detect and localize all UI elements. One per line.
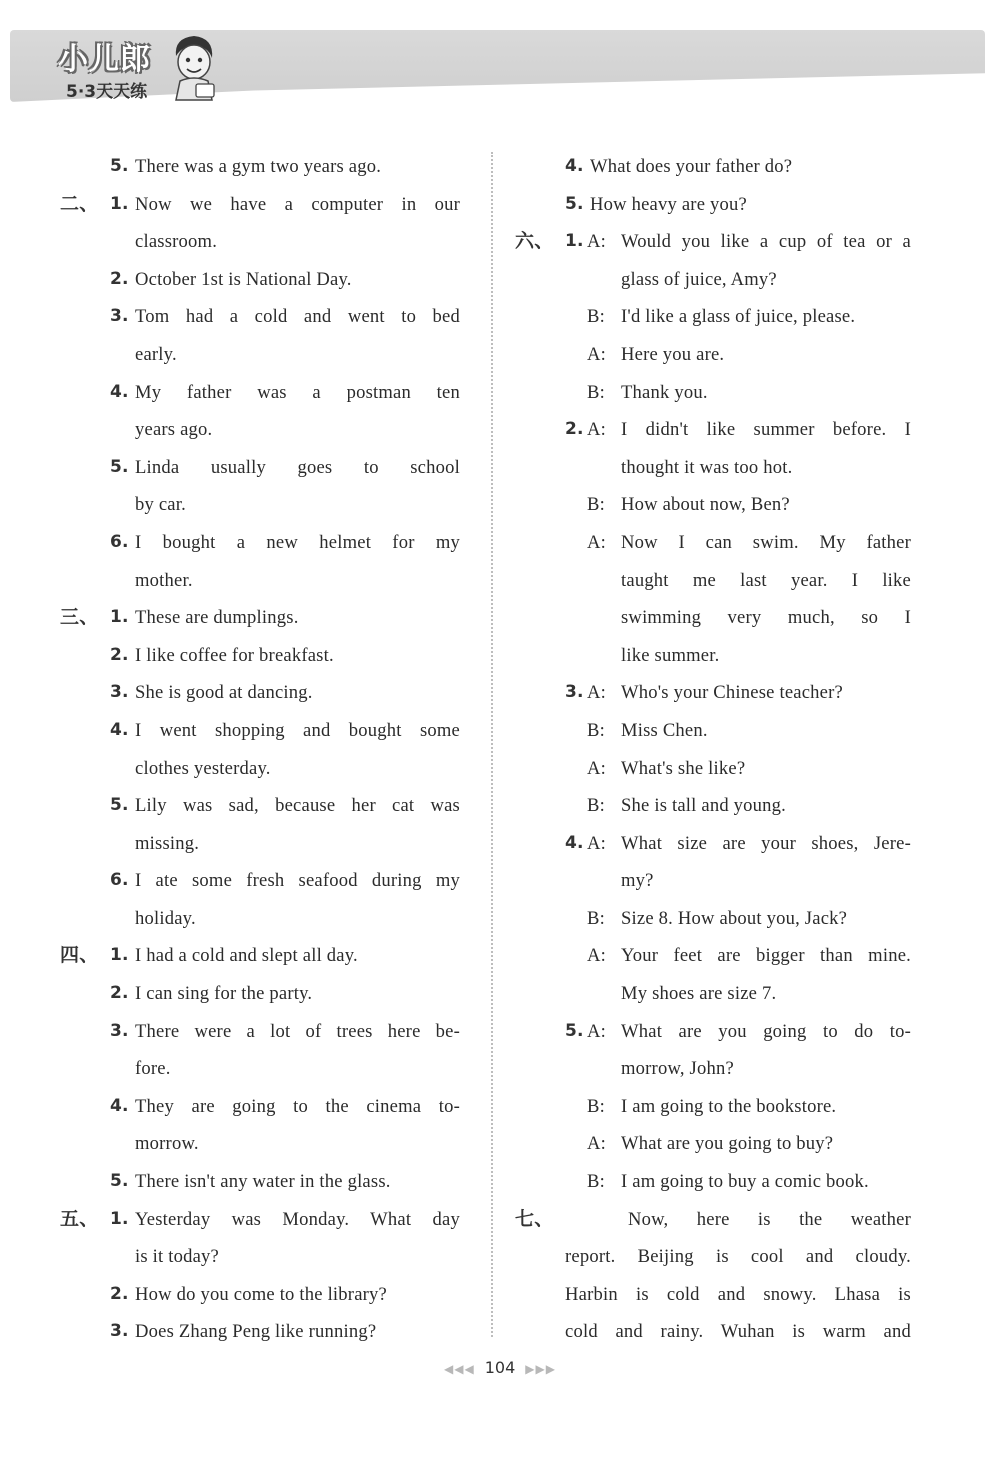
item-number: 5. <box>110 456 129 477</box>
answer-text: swimming very much, so I <box>621 607 911 629</box>
answer-line <box>515 750 915 788</box>
item-number: 5. <box>565 193 584 214</box>
answer-line <box>515 712 915 750</box>
speaker-label: A: <box>587 757 606 779</box>
answer-line <box>60 486 465 524</box>
answer-line <box>515 186 915 224</box>
answer-line <box>60 787 465 825</box>
answer-text: Here you are. <box>621 343 725 365</box>
answer-line <box>515 411 915 449</box>
answer-line <box>60 524 465 562</box>
speaker-label: B: <box>587 1095 605 1117</box>
answer-line <box>515 1276 915 1314</box>
section-marker: 七、 <box>515 1207 554 1230</box>
answer-text: I went shopping and bought some <box>135 719 460 741</box>
speaker-label: B: <box>587 381 605 403</box>
answer-line <box>515 298 915 336</box>
answer-line <box>60 1125 465 1163</box>
answer-text: How heavy are you? <box>590 193 747 215</box>
item-number: 1. <box>110 945 129 966</box>
answer-text: Yesterday was Monday. What day <box>135 1208 460 1230</box>
item-number: 6. <box>110 870 129 891</box>
next-arrows-icon: ▶▶▶ <box>525 1362 556 1376</box>
answer-text: I can sing for the party. <box>135 983 313 1005</box>
answer-text: How do you come to the library? <box>135 1283 387 1305</box>
speaker-label: B: <box>587 1171 605 1193</box>
answer-line <box>60 900 465 938</box>
speaker-label: A: <box>587 1133 606 1155</box>
answer-line <box>515 1238 915 1276</box>
answer-text: I ate some fresh seafood during my <box>135 870 460 892</box>
answer-text: cold and rainy. Wuhan is warm and <box>565 1321 911 1343</box>
answer-line <box>60 825 465 863</box>
answer-line <box>60 1201 465 1239</box>
item-number: 4. <box>110 719 129 740</box>
item-number: 2. <box>110 983 129 1004</box>
speaker-label: A: <box>587 419 606 441</box>
answer-line <box>60 1313 465 1351</box>
answer-text: October 1st is National Day. <box>135 268 352 290</box>
answer-text: Now I can swim. My father <box>621 531 911 553</box>
answer-line <box>60 862 465 900</box>
logo-title: 小儿郎 <box>58 42 151 77</box>
answer-line <box>515 148 915 186</box>
answer-text: I am going to the bookstore. <box>621 1095 837 1117</box>
item-number: 3. <box>110 1020 129 1041</box>
answer-text: Tom had a cold and went to bed <box>135 306 460 328</box>
answer-line <box>515 1050 915 1088</box>
answer-line <box>60 975 465 1013</box>
item-number: 5. <box>110 795 129 816</box>
item-number: 3. <box>110 1321 129 1342</box>
answer-line <box>515 261 915 299</box>
item-number: 4. <box>565 156 584 176</box>
answer-line <box>515 1088 915 1126</box>
answer-text: There was a gym two years ago. <box>135 156 382 177</box>
speaker-label: B: <box>587 306 605 328</box>
answer-text: Would you like a cup of tea or a <box>621 231 911 253</box>
answer-line <box>60 1238 465 1276</box>
page-footer <box>0 1358 1000 1377</box>
answer-line <box>60 411 465 449</box>
answer-line <box>60 750 465 788</box>
answer-line <box>60 336 465 374</box>
answer-line <box>60 261 465 299</box>
item-number: 5. <box>110 156 129 176</box>
answer-line <box>515 486 915 524</box>
answer-line <box>515 900 915 938</box>
answer-line <box>60 1050 465 1088</box>
answer-text: by car. <box>135 494 186 516</box>
section-marker: 四、 <box>60 944 99 967</box>
page-number: 104 <box>484 1358 516 1377</box>
answer-line <box>60 637 465 675</box>
answer-line <box>515 599 915 637</box>
answer-text: My father was a postman ten <box>135 381 460 403</box>
speaker-label: A: <box>587 343 606 365</box>
answer-text: Now we have a computer in our <box>135 193 460 215</box>
answer-text: They are going to the cinema to- <box>135 1095 460 1117</box>
answer-line <box>515 975 915 1013</box>
answer-text: I am going to buy a comic book. <box>621 1171 869 1193</box>
answer-line <box>515 862 915 900</box>
item-number: 2. <box>110 268 129 289</box>
item-number: 5. <box>565 1020 584 1041</box>
item-number: 4. <box>110 381 129 402</box>
answer-line <box>60 1276 465 1314</box>
answer-text: What size are your shoes, Jere- <box>621 832 911 854</box>
item-number: 1. <box>565 231 584 252</box>
answer-text: How about now, Ben? <box>621 494 790 516</box>
prev-arrows-icon: ◀◀◀ <box>444 1362 475 1376</box>
item-number: 6. <box>110 531 129 552</box>
item-number: 2. <box>110 1283 129 1304</box>
item-number: 3. <box>565 682 584 703</box>
answer-text: Harbin is cold and snowy. Lhasa is <box>565 1283 911 1305</box>
answer-text: There were a lot of trees here be- <box>135 1020 460 1042</box>
speaker-label: B: <box>587 494 605 516</box>
answer-line <box>60 562 465 600</box>
item-number: 4. <box>565 832 584 853</box>
speaker-label: A: <box>587 945 606 967</box>
answer-text: I had a cold and slept all day. <box>135 945 358 967</box>
speaker-label: A: <box>587 531 606 553</box>
speaker-label: A: <box>587 832 606 854</box>
answer-text: mother. <box>135 569 193 591</box>
header-band <box>10 30 985 102</box>
answer-text: What's she like? <box>621 757 746 779</box>
answers-left-column <box>60 148 465 1351</box>
answer-line <box>515 223 915 261</box>
answer-line <box>515 336 915 374</box>
answer-line <box>515 562 915 600</box>
section-marker: 六、 <box>515 230 554 253</box>
answer-text: missing. <box>135 832 200 854</box>
answer-text: clothes yesterday. <box>135 757 271 779</box>
item-number: 3. <box>110 682 129 703</box>
answers-right-column <box>515 148 915 1351</box>
answer-text: Your feet are bigger than mine. <box>621 945 911 967</box>
answer-line <box>515 937 915 975</box>
answer-text: I bought a new helmet for my <box>135 531 460 553</box>
answer-line <box>515 674 915 712</box>
answer-line <box>60 674 465 712</box>
answer-text: What are you going to do to- <box>621 1020 911 1042</box>
answer-text: These are dumplings. <box>135 607 299 629</box>
item-number: 1. <box>110 193 129 214</box>
section-marker: 三、 <box>60 606 99 629</box>
answer-text: thought it was too hot. <box>621 456 793 478</box>
answer-text: Does Zhang Peng like running? <box>135 1321 377 1343</box>
answer-text: classroom. <box>135 231 218 253</box>
answer-line <box>60 1163 465 1201</box>
answer-text: What are you going to buy? <box>621 1133 834 1155</box>
answer-line <box>60 599 465 637</box>
answer-line <box>515 787 915 825</box>
boy-mascot-icon <box>168 32 220 102</box>
answer-line <box>515 637 915 675</box>
answer-text: glass of juice, Amy? <box>621 268 777 290</box>
answer-line <box>515 449 915 487</box>
answer-text: morrow. <box>135 1133 199 1155</box>
answer-text: Thank you. <box>621 381 708 403</box>
answer-line <box>60 449 465 487</box>
answer-line <box>60 298 465 336</box>
answer-text: taught me last year. I like <box>621 569 911 591</box>
answer-line <box>515 1201 915 1239</box>
answer-line <box>60 148 465 186</box>
answer-line <box>515 374 915 412</box>
item-number: 1. <box>110 607 129 628</box>
answer-line <box>60 937 465 975</box>
answer-line <box>515 1013 915 1051</box>
item-number: 5. <box>110 1171 129 1192</box>
answer-line <box>515 825 915 863</box>
column-divider <box>491 152 493 1337</box>
answer-line <box>515 1125 915 1163</box>
speaker-label: A: <box>587 231 606 253</box>
answer-text: Miss Chen. <box>621 719 708 741</box>
item-number: 4. <box>110 1095 129 1116</box>
item-number: 3. <box>110 306 129 327</box>
answer-line <box>60 712 465 750</box>
answer-text: Who's your Chinese teacher? <box>621 682 843 704</box>
answer-text: My shoes are size 7. <box>621 983 777 1005</box>
item-number: 2. <box>565 419 584 440</box>
answer-text: I like coffee for breakfast. <box>135 644 334 666</box>
answer-text: like summer. <box>621 644 720 666</box>
answer-line <box>515 524 915 562</box>
answer-text: Linda usually goes to school <box>135 456 460 478</box>
speaker-label: B: <box>587 795 605 817</box>
answer-text: She is tall and young. <box>621 795 787 817</box>
answer-line <box>60 186 465 224</box>
answer-text: early. <box>135 343 177 365</box>
speaker-label: B: <box>587 907 605 929</box>
answer-text: Size 8. How about you, Jack? <box>621 907 848 929</box>
answer-line <box>60 374 465 412</box>
section-marker: 二、 <box>60 192 99 215</box>
speaker-label: A: <box>587 1020 606 1042</box>
answer-text: What does your father do? <box>590 156 793 177</box>
answer-text: report. Beijing is cool and cloudy. <box>565 1246 911 1268</box>
answer-line <box>515 1313 915 1351</box>
answer-line <box>60 1088 465 1126</box>
answer-text: my? <box>621 870 654 892</box>
answer-line <box>60 1013 465 1051</box>
answer-line <box>60 223 465 261</box>
answer-text: is it today? <box>135 1246 219 1268</box>
answer-text: Lily was sad, because her cat was <box>135 795 460 817</box>
logo-subtitle: 5·3天天练 <box>66 82 148 102</box>
answer-text: I'd like a glass of juice, please. <box>621 306 856 328</box>
answer-text: fore. <box>135 1058 171 1080</box>
answer-text: She is good at dancing. <box>135 682 313 704</box>
speaker-label: B: <box>587 719 605 741</box>
answer-text: holiday. <box>135 907 196 929</box>
answer-text: morrow, John? <box>621 1058 734 1080</box>
answer-text: Now, here is the weather <box>628 1208 911 1230</box>
item-number: 1. <box>110 1208 129 1229</box>
item-number: 2. <box>110 644 129 665</box>
answer-text: years ago. <box>135 419 213 441</box>
answer-text: There isn't any water in the glass. <box>135 1171 391 1193</box>
answer-line <box>515 1163 915 1201</box>
answer-text: I didn't like summer before. I <box>621 419 911 441</box>
section-marker: 五、 <box>60 1207 99 1230</box>
speaker-label: A: <box>587 682 606 704</box>
